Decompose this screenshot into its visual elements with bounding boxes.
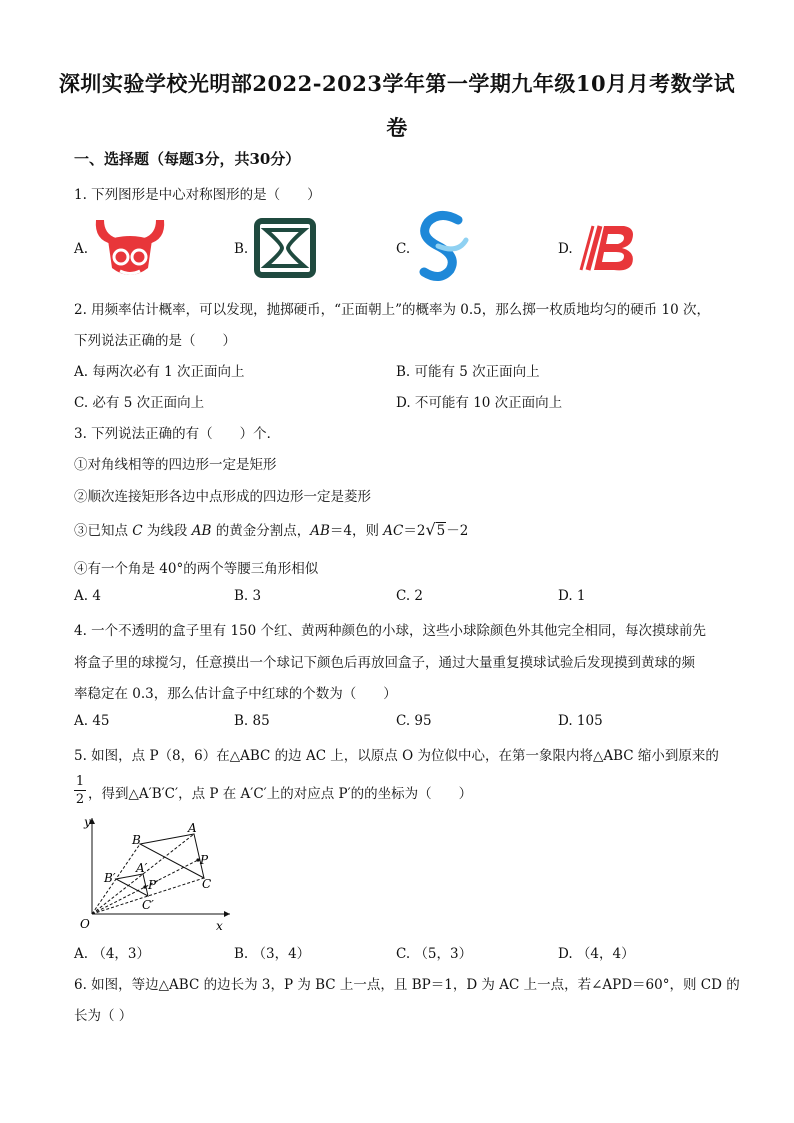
q5-option-c: C. （5，3） bbox=[396, 946, 473, 962]
q3-item-4: ④有一个角是 40°的两个等腰三角形相似 bbox=[74, 561, 319, 577]
q3-item3-part: ③已知点 bbox=[74, 523, 133, 539]
q1-option-c-label: C. bbox=[396, 241, 411, 257]
q2-stem-line1: 2. 用频率估计概率，可以发现，抛掷硬币，“正面朝上”的概率为 0.5，那么掷一枚质地均匀的硬币 10 次， bbox=[74, 302, 710, 318]
q4-option-b: B. 85 bbox=[234, 713, 270, 729]
blue-s-logo-icon bbox=[414, 210, 476, 286]
q3-item3-var-c: C bbox=[132, 523, 143, 539]
q5-fraction bbox=[74, 774, 86, 807]
red-b-logo-icon bbox=[578, 222, 642, 274]
q3-item3-var-ac: AC bbox=[383, 523, 404, 539]
q5-fraction-denominator: 2 bbox=[75, 792, 85, 807]
q3-item3-part: ＝2 bbox=[403, 523, 426, 539]
q3-stem: 3. 下列说法正确的有（ ）个． bbox=[74, 426, 281, 442]
q2-option-c: C. 必有 5 次正面向上 bbox=[74, 395, 205, 411]
q4-option-d: D. 105 bbox=[558, 713, 603, 729]
hourglass-logo-icon bbox=[254, 218, 316, 278]
q3-item3-part: －2 bbox=[446, 523, 469, 539]
q5-option-a: A. （4，3） bbox=[74, 946, 151, 962]
fraction-bar bbox=[74, 790, 86, 791]
q3-item3-part: 为线段 bbox=[142, 523, 192, 539]
label-p1: P′ bbox=[148, 878, 159, 892]
q3-item3-var-ab: AB bbox=[310, 523, 330, 539]
sqrt-sign-icon: √ bbox=[425, 520, 436, 539]
label-y: y bbox=[84, 815, 91, 829]
q3-option-c: C. 2 bbox=[396, 588, 424, 604]
q2-option-a: A. 每两次必有 1 次正面向上 bbox=[74, 364, 245, 380]
exam-title-line2: 卷 bbox=[386, 115, 408, 140]
q4-option-a: A. 45 bbox=[74, 713, 110, 729]
bull-head-logo-icon bbox=[90, 214, 170, 284]
label-x: x bbox=[216, 919, 223, 933]
q3-option-b: B. 3 bbox=[234, 588, 262, 604]
triangle-abc bbox=[140, 834, 204, 878]
q2-stem-line2: 下列说法正确的是（ ） bbox=[74, 333, 236, 349]
q5-homothety-figure bbox=[70, 812, 240, 938]
q6-stem-line2: 长为（ ） bbox=[74, 1008, 133, 1024]
q1-stem: 1. 下列图形是中心对称图形的是（ ） bbox=[74, 187, 321, 203]
q3-item3-part: 的黄金分割点， bbox=[211, 523, 311, 539]
q5-fraction-numerator: 1 bbox=[75, 774, 85, 789]
label-b: B bbox=[132, 833, 141, 847]
q3-item-3 bbox=[74, 519, 468, 539]
q1-option-d-label: D. bbox=[558, 241, 573, 257]
label-c: C bbox=[202, 877, 212, 891]
label-b1: B′ bbox=[104, 871, 116, 885]
q5-option-b: B. （3，4） bbox=[234, 946, 311, 962]
q2-option-b: B. 可能有 5 次正面向上 bbox=[396, 364, 540, 380]
exam-title-line1: 深圳实验学校光明部2022-2023学年第一学期九年级10月月考数学试 bbox=[58, 71, 736, 96]
q3-option-d: D. 1 bbox=[558, 588, 586, 604]
q5-stem-line2: ，得到△A′B′C′，点 P 在 A′C′上的对应点 P′的的坐标为（ ） bbox=[88, 786, 473, 802]
q3-option-a: A. 4 bbox=[74, 588, 101, 604]
label-o: O bbox=[80, 917, 90, 931]
q1-option-a-label: A. bbox=[74, 241, 89, 257]
q4-stem-line1: 4. 一个不透明的盒子里有 150 个红、黄两种颜色的小球，这些小球除颜色外其他完全相同，每次摸球前先 bbox=[74, 623, 707, 639]
q2-option-d: D. 不可能有 10 次正面向上 bbox=[396, 395, 563, 411]
q5-option-d: D. （4，4） bbox=[558, 946, 635, 962]
q3-item-2: ②顺次连接矩形各边中点形成的四边形一定是菱形 bbox=[74, 489, 371, 505]
q3-item3-var-ab: AB bbox=[191, 523, 212, 539]
q3-item3-part: ＝4，则 bbox=[329, 523, 384, 539]
q4-option-c: C. 95 bbox=[396, 713, 432, 729]
label-p: P bbox=[200, 853, 209, 867]
q3-item3-radicand: 5 bbox=[436, 523, 446, 539]
label-c1: C′ bbox=[142, 898, 154, 912]
q6-stem-line1: 6. 如图，等边△ABC 的边长为 3，P 为 BC 上一点，且 BP＝1，D 为 AC 上一点，若∠APD＝60°，则 CD 的 bbox=[74, 977, 740, 993]
q4-stem-line2: 将盒子里的球搅匀，任意摸出一个球记下颜色后再放回盒子，通过大量重复摸球试验后发现摸到黄球的频 bbox=[74, 655, 695, 671]
section-heading: 一、选择题（每题3分，共30分） bbox=[74, 150, 301, 168]
q1-option-b-label: B. bbox=[234, 241, 249, 257]
q4-stem-line3: 率稳定在 0.3，那么估计盒子中红球的个数为（ ） bbox=[74, 686, 397, 702]
point-p1-dot bbox=[143, 885, 146, 888]
q5-stem-line1: 5. 如图，点 P（8，6）在△ABC 的边 AC 上，以原点 O 为位似中心，在第一象限内将△ABC 缩小到原来的 bbox=[74, 748, 719, 764]
label-a1: A′ bbox=[136, 861, 148, 875]
q3-item-1: ①对角线相等的四边形一定是矩形 bbox=[74, 457, 277, 473]
triangle-a1b1c1 bbox=[116, 874, 148, 896]
label-a: A bbox=[188, 821, 197, 835]
